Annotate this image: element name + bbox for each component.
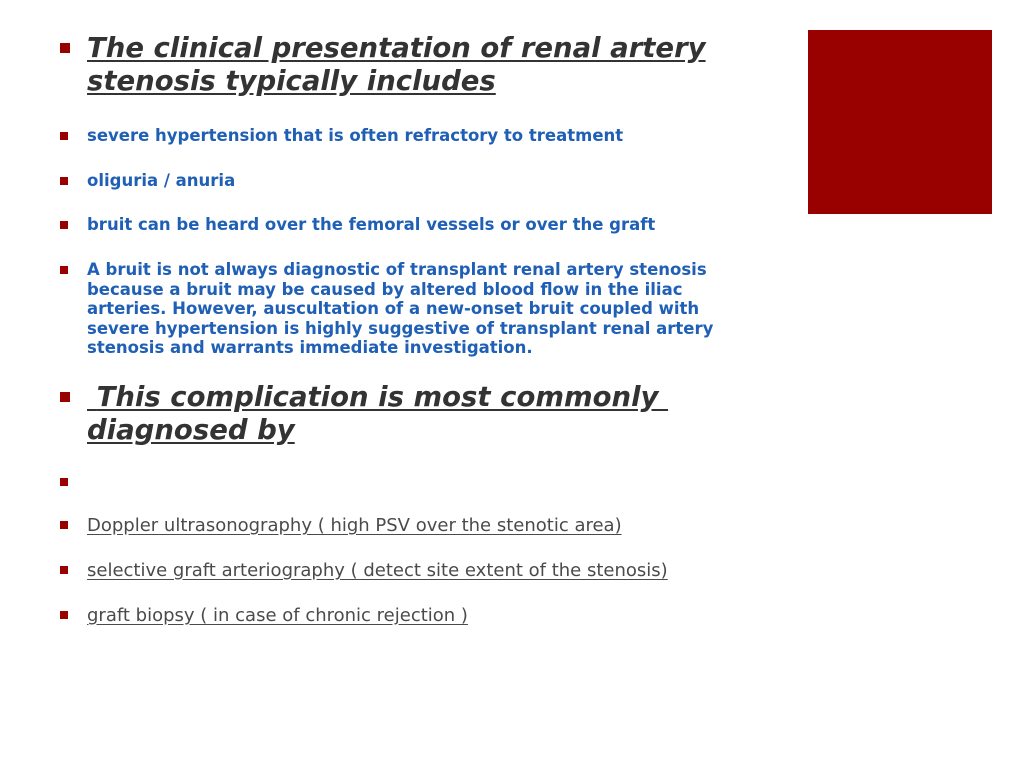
square-bullet-icon: [60, 478, 68, 486]
square-bullet-icon: [60, 177, 68, 185]
square-bullet-icon: [60, 221, 68, 229]
list-item: [60, 215, 740, 235]
list-item: [60, 560, 740, 582]
list-item: [60, 171, 740, 191]
heading-diagnosed-by: [60, 381, 740, 447]
square-bullet-icon: [60, 266, 68, 274]
list-item-text: A bruit is not always diagnostic of transplant renal artery stenosis because a bruit may be caused by altered blood flow in the iliac arteries. However, auscultation of a new-onset bruit coupled with severe hypertension is highly suggestive of transplant renal artery stenosis and warrants immediate investigation.: [87, 260, 714, 357]
square-bullet-icon: [60, 566, 68, 574]
list-item: [60, 260, 740, 358]
list-item-text: selective graft arteriography ( detect site extent of the stenosis): [87, 560, 668, 581]
square-bullet-icon: [60, 132, 68, 140]
list-item: [60, 515, 740, 537]
list-item-text: bruit can be heard over the femoral vessels or over the graft: [87, 215, 656, 234]
heading-text: This complication is most commonly diagnosed by: [87, 381, 669, 446]
square-bullet-icon: [60, 611, 68, 619]
list-item: [60, 126, 740, 146]
heading-text: The clinical presentation of renal artery stenosis typically includes: [87, 32, 706, 97]
heading-clinical-presentation: [60, 32, 740, 98]
decorative-red-square: [808, 30, 992, 214]
list-item-text: severe hypertension that is often refractory to treatment: [87, 126, 624, 145]
list-item-text: Doppler ultrasonography ( high PSV over the stenotic area): [87, 515, 622, 536]
list-item: [60, 605, 740, 627]
square-bullet-icon: [60, 392, 70, 402]
list-item-text: graft biopsy ( in case of chronic rejection ): [87, 605, 468, 626]
square-bullet-icon: [60, 43, 70, 53]
list-item-text: oliguria / anuria: [87, 171, 236, 190]
square-bullet-icon: [60, 521, 68, 529]
